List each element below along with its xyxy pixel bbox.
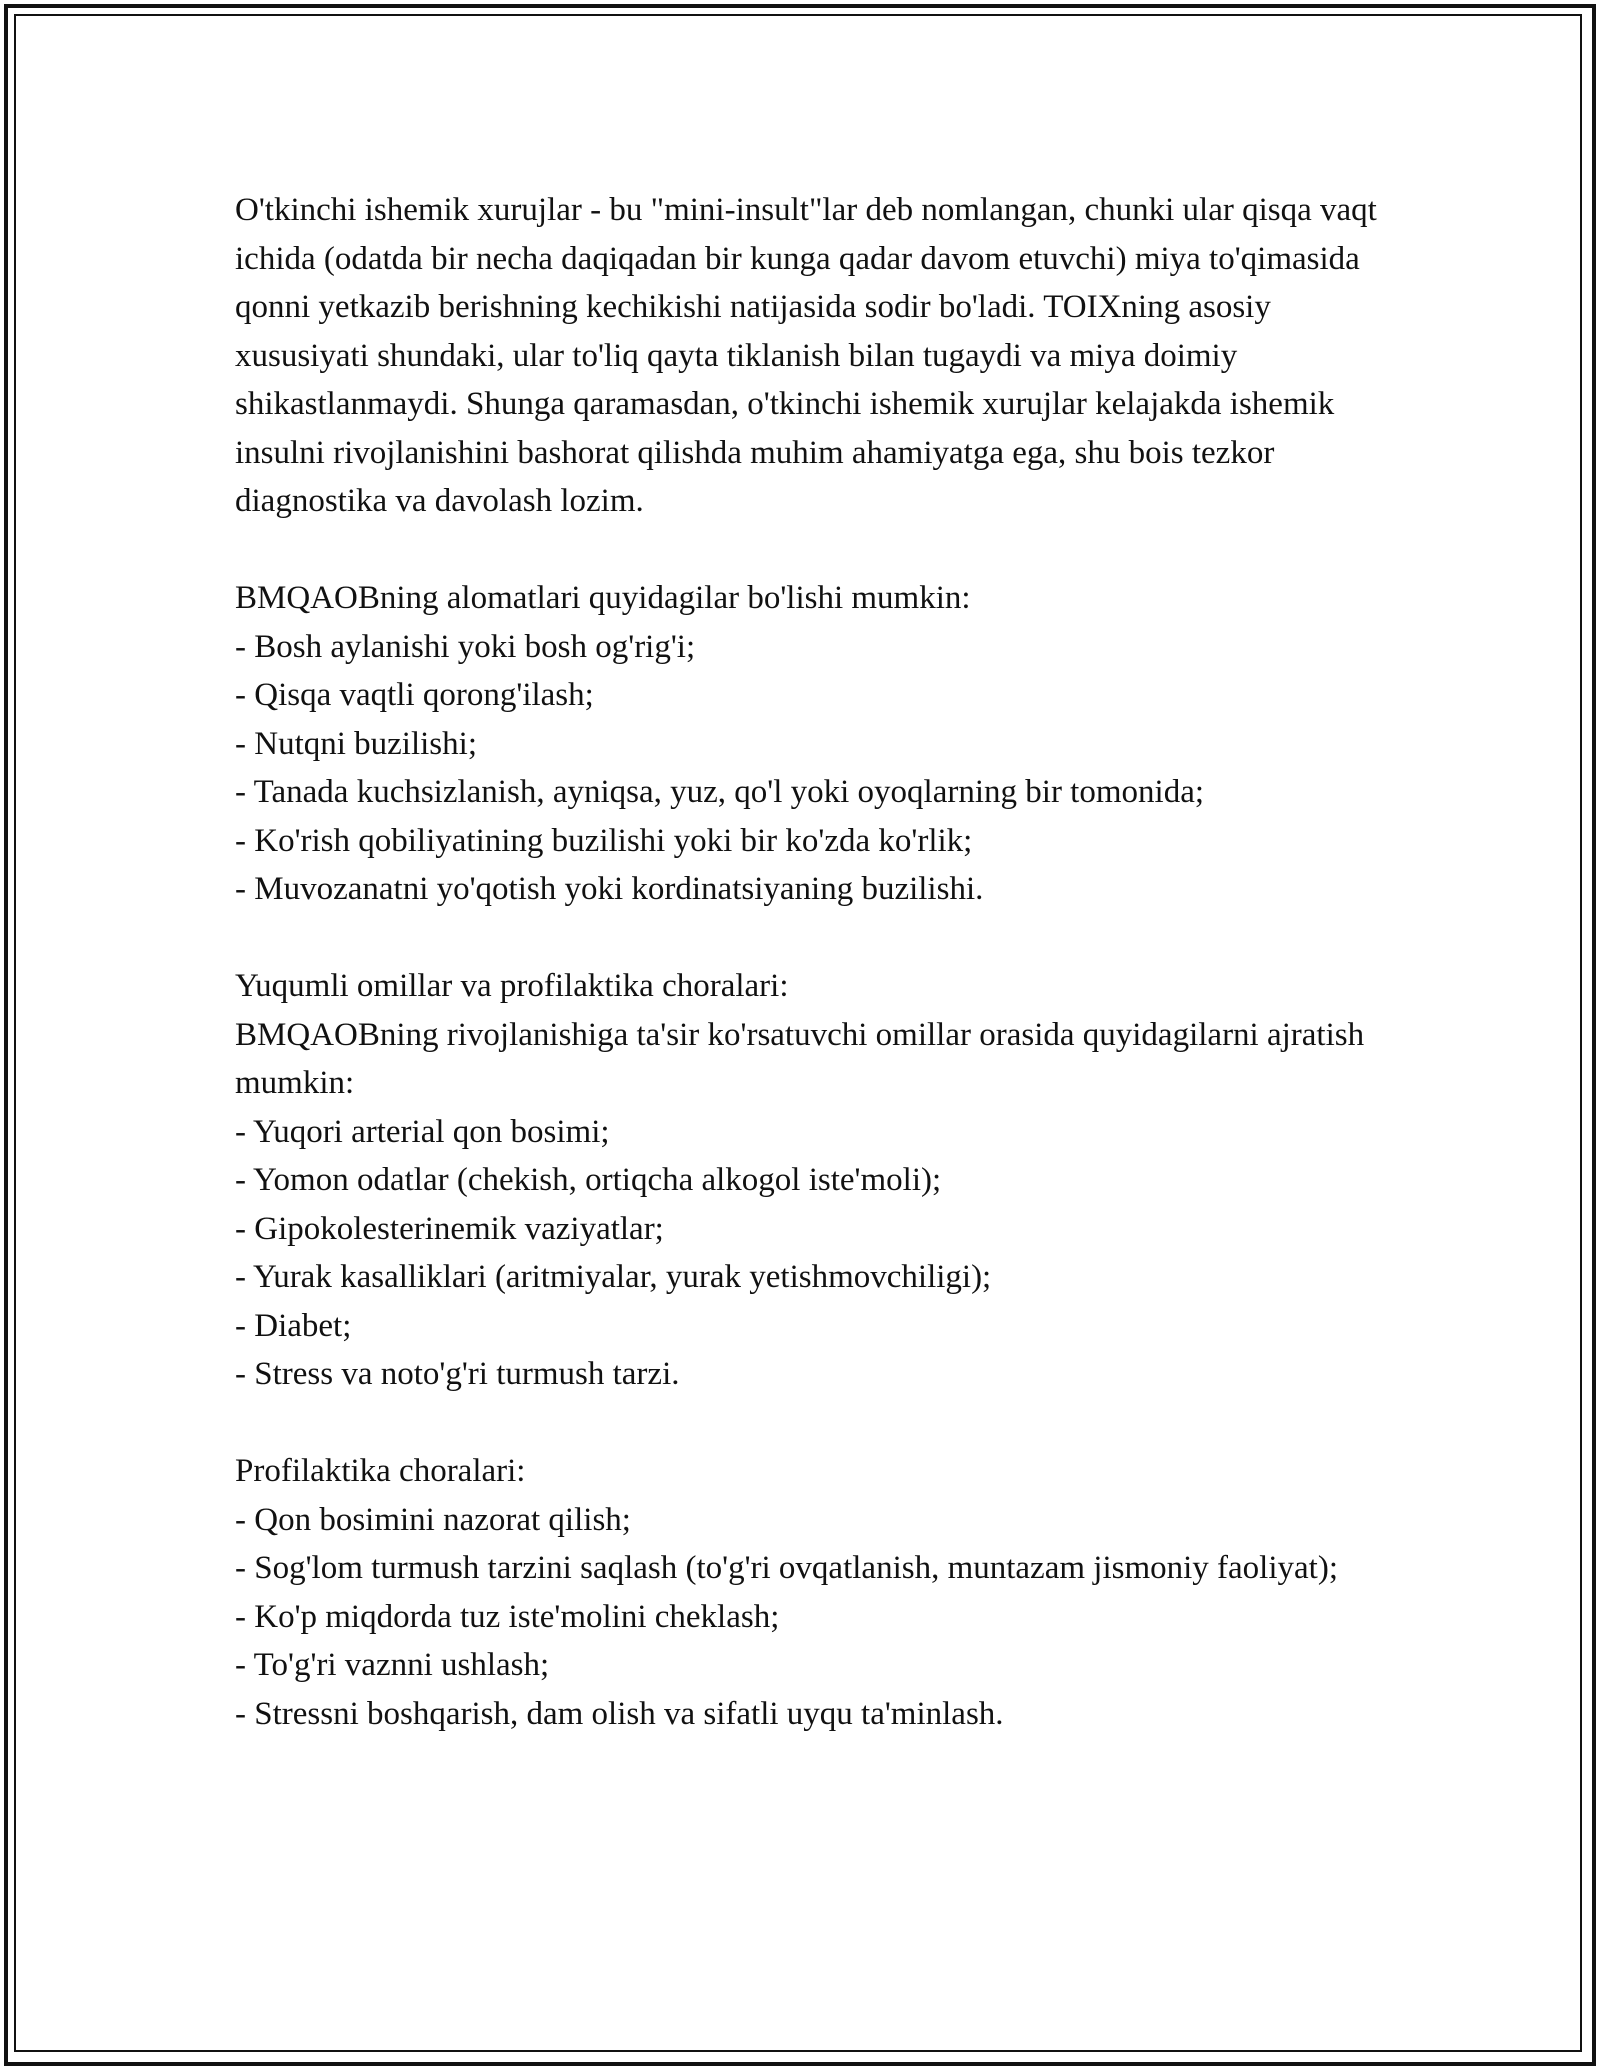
symptoms-section	[235, 574, 1385, 914]
document-body	[235, 186, 1385, 1738]
list-item: - Bosh aylanishi yoki bosh og'rig'i;	[235, 628, 696, 665]
prevention-list	[235, 1496, 1385, 1739]
list-item: - Yuqori arterial qon bosimi;	[235, 1113, 610, 1150]
list-item: - Qisqa vaqtli qorong'ilash;	[235, 677, 594, 713]
list-item: - Diabet;	[235, 1307, 352, 1344]
list-item: - Stressni boshqarish, dam olish va sifatli uyqu ta'minlash.	[235, 1695, 1004, 1732]
list-item: - Tanada kuchsizlanish, ayniqsa, yuz, qo'l yoki oyoqlarning bir tomonida;	[235, 774, 1205, 810]
list-item: - Yomon odatlar (chekish, ortiqcha alkogol iste'moli);	[235, 1162, 942, 1198]
list-item: - Muvozanatni yo'qotish yoki kordinatsiyaning buzilishi.	[235, 871, 984, 907]
list-item: - Gipokolesterinemik vaziyatlar;	[235, 1210, 664, 1247]
list-item: - Stress va noto'g'ri turmush tarzi.	[235, 1356, 680, 1392]
risk-factors-section	[235, 962, 1385, 1399]
risk-factors-subheading: BMQAOBning rivojlanishiga ta'sir ko'rsatuvchi omillar orasida quyidagilarni ajratish mumkin:	[235, 1016, 1365, 1101]
intro-paragraph: O'tkinchi ishemik xurujlar - bu "mini-insult"lar deb nomlangan, chunki ular qisqa vaqt ichida (odatda bir necha daqiqadan bir kunga qadar davom etuvchi) miya to'qimasida qonni yetkazib berishning kechikishi natijasida sodir bo'ladi. TOIXning asosiy xususiyati shundaki, ular to'liq qayta tiklanish bilan tugaydi va miya doimiy shikastlanmaydi. Shunga qaramasdan, o'tkinchi ishemik xurujlar kelajakda ishemik insulni rivojlanishini bashorat qilishda muhim ahamiyatga ega, shu bois tezkor diagnostika va davolash lozim.	[235, 192, 1377, 519]
list-item: - To'g'ri vaznni ushlash;	[235, 1647, 550, 1683]
symptoms-list	[235, 623, 1385, 914]
prevention-heading: Profilaktika choralari:	[235, 1453, 526, 1489]
list-item: - Ko'rish qobiliyatining buzilishi yoki bir ko'zda ko'rlik;	[235, 822, 973, 859]
prevention-section	[235, 1447, 1385, 1738]
list-item: - Yurak kasalliklari (aritmiyalar, yurak yetishmovchiligi);	[235, 1259, 992, 1295]
list-item: - Ko'p miqdorda tuz iste'molini cheklash;	[235, 1598, 780, 1635]
risk-factors-heading: Yuqumli omillar va profilaktika choralari:	[235, 968, 789, 1004]
risk-factors-list	[235, 1108, 1385, 1399]
list-item: - Sog'lom turmush tarzini saqlash (to'g'ri ovqatlanish, muntazam jismoniy faoliyat);	[235, 1550, 1338, 1586]
list-item: - Nutqni buzilishi;	[235, 725, 477, 762]
list-item: - Qon bosimini nazorat qilish;	[235, 1501, 631, 1538]
symptoms-heading: BMQAOBning alomatlari quyidagilar bo'lishi mumkin:	[235, 580, 971, 616]
